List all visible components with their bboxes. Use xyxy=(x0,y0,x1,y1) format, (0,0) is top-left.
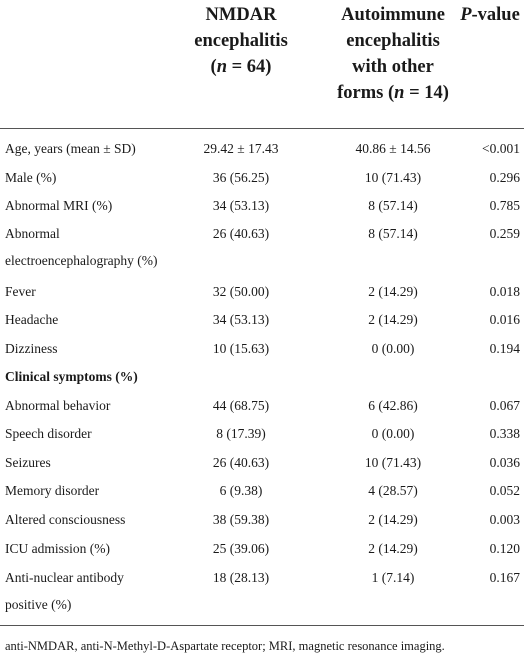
nmdar-value: 38 (59.38) xyxy=(212,512,270,527)
other-forms-value: 6 (42.86) xyxy=(368,398,418,413)
nmdar-value: 34 (53.13) xyxy=(212,198,270,213)
row-label xyxy=(5,482,175,500)
nmdar-value: 34 (53.13) xyxy=(212,312,270,327)
row-label-line: Speech disorder xyxy=(5,426,92,441)
nmdar-value: 25 (39.06) xyxy=(212,541,270,556)
row-label xyxy=(5,511,175,529)
p-value: 0.120 xyxy=(489,541,520,556)
table-header xyxy=(0,0,524,127)
row-label-line: Abnormal xyxy=(5,226,60,241)
other-forms-value: 0 (0.00) xyxy=(371,341,415,356)
row-label-line: Headache xyxy=(5,312,59,327)
nmdar-value: 36 (56.25) xyxy=(212,170,270,185)
row-label-line: Seizures xyxy=(5,455,51,470)
other-forms-value: 10 (71.43) xyxy=(364,455,422,470)
header-line: Autoimmune xyxy=(341,5,445,25)
other-forms-value: 2 (14.29) xyxy=(368,541,418,556)
row-label xyxy=(5,569,175,614)
p-value: 0.167 xyxy=(489,570,520,585)
row-label-line: Anti-nuclear antibody xyxy=(5,570,124,585)
other-forms-value: 40.86 ± 14.56 xyxy=(355,141,431,156)
row-label-line: Age, years (mean ± SD) xyxy=(5,141,136,156)
header-line: forms (n = 14) xyxy=(337,83,449,103)
row-label xyxy=(5,454,175,472)
row-label xyxy=(5,340,175,358)
p-value: 0.052 xyxy=(489,483,520,498)
nmdar-value: 8 (17.39) xyxy=(216,426,266,441)
row-label xyxy=(5,540,175,558)
nmdar-value: 6 (9.38) xyxy=(219,483,263,498)
header-line: NMDAR xyxy=(205,5,277,25)
nmdar-value: 26 (40.63) xyxy=(212,455,270,470)
row-label xyxy=(5,311,175,329)
header-p-value xyxy=(452,2,524,28)
header-nmdar xyxy=(168,2,314,80)
other-forms-value: 4 (28.57) xyxy=(368,483,418,498)
other-forms-value: 2 (14.29) xyxy=(368,312,418,327)
row-label xyxy=(5,197,175,215)
row-label xyxy=(5,225,175,270)
p-value: 0.018 xyxy=(489,284,520,299)
header-rule xyxy=(0,128,524,129)
p-value: 0.036 xyxy=(489,455,520,470)
header-other-forms xyxy=(318,2,468,106)
section-title: Clinical symptoms (%) xyxy=(5,369,138,384)
nmdar-value: 32 (50.00) xyxy=(212,284,270,299)
p-value: 0.259 xyxy=(489,226,520,241)
table-footnote: anti-NMDAR, anti-N-Methyl-D-Aspartate receptor; MRI, magnetic resonance imaging. xyxy=(5,639,445,653)
nmdar-value: 18 (28.13) xyxy=(212,570,270,585)
p-value: 0.785 xyxy=(489,198,520,213)
row-label-line: Altered consciousness xyxy=(5,512,126,527)
p-value: 0.194 xyxy=(489,341,520,356)
p-value: 0.016 xyxy=(489,312,520,327)
nmdar-value: 44 (68.75) xyxy=(212,398,270,413)
row-label xyxy=(5,140,175,158)
row-label-line: Fever xyxy=(5,284,36,299)
other-forms-value: 2 (14.29) xyxy=(368,512,418,527)
p-value: 0.338 xyxy=(489,426,520,441)
header-line: with other xyxy=(352,57,434,77)
row-label-line: Dizziness xyxy=(5,341,58,356)
row-label-line: Abnormal behavior xyxy=(5,398,111,413)
row-label-line: Memory disorder xyxy=(5,483,100,498)
header-line: encephalitis xyxy=(194,31,288,51)
other-forms-value: 8 (57.14) xyxy=(368,198,418,213)
header-line: (n = 64) xyxy=(210,57,272,77)
p-value: 0.296 xyxy=(489,170,520,185)
nmdar-value: 29.42 ± 17.43 xyxy=(203,141,279,156)
p-value: 0.003 xyxy=(489,512,520,527)
row-label-line: Male (%) xyxy=(5,170,57,185)
row-label xyxy=(5,397,175,415)
row-label-line: electroencephalography (%) xyxy=(5,253,158,268)
row-label-line: Abnormal MRI (%) xyxy=(5,198,113,213)
row-label xyxy=(5,283,175,301)
other-forms-value: 8 (57.14) xyxy=(368,226,418,241)
other-forms-value: 10 (71.43) xyxy=(364,170,422,185)
header-line: P-value xyxy=(460,5,520,25)
nmdar-value: 10 (15.63) xyxy=(212,341,270,356)
bottom-rule xyxy=(0,625,524,626)
row-label xyxy=(5,169,175,187)
nmdar-value: 26 (40.63) xyxy=(212,226,270,241)
p-value: 0.067 xyxy=(489,398,520,413)
row-label-line: positive (%) xyxy=(5,597,72,612)
p-value: <0.001 xyxy=(482,141,520,156)
header-line: encephalitis xyxy=(346,31,440,51)
other-forms-value: 1 (7.14) xyxy=(371,570,415,585)
other-forms-value: 2 (14.29) xyxy=(368,284,418,299)
row-label-line: ICU admission (%) xyxy=(5,541,110,556)
other-forms-value: 0 (0.00) xyxy=(371,426,415,441)
row-label xyxy=(5,425,175,443)
